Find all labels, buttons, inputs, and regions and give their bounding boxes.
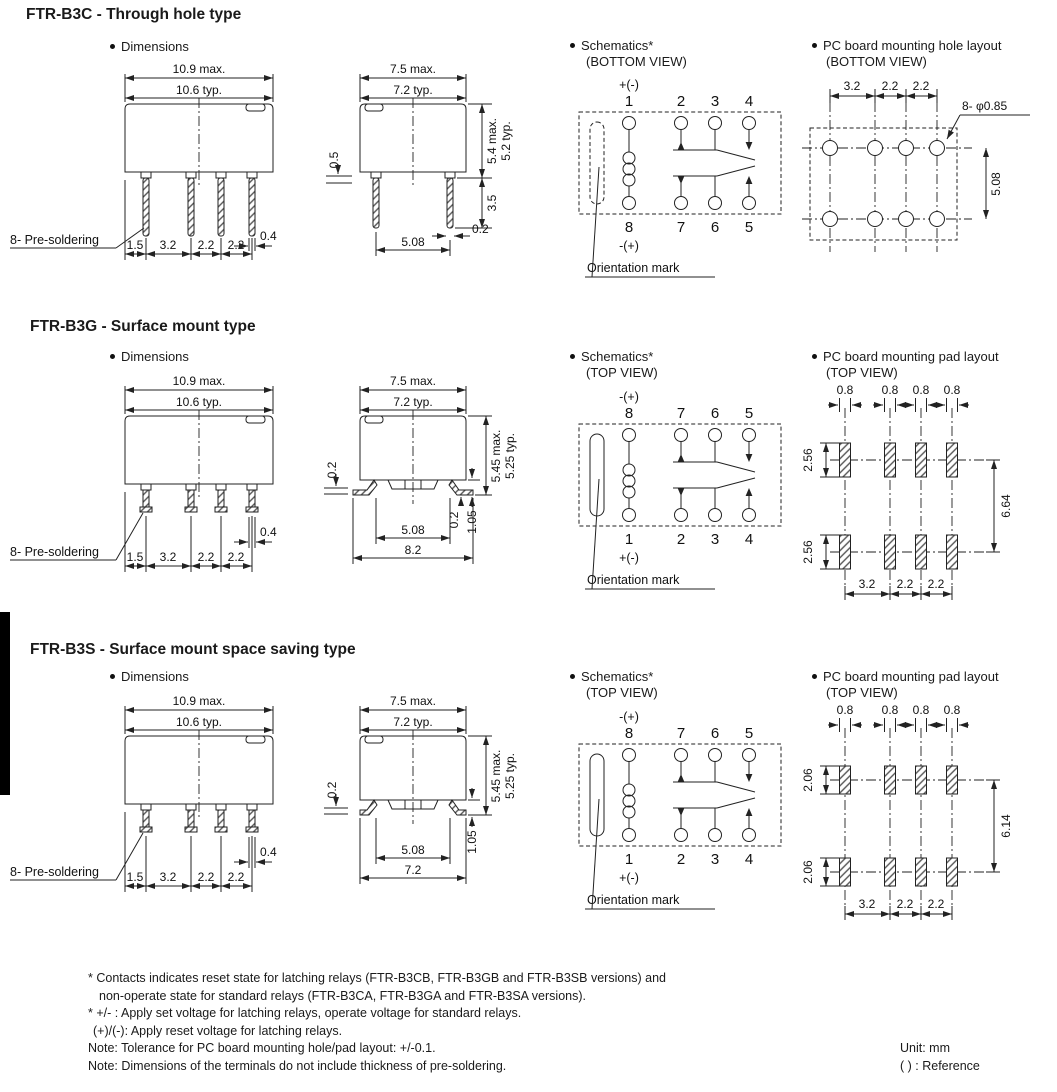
bullet-icon (110, 674, 115, 679)
dim-label: 0.5 (327, 151, 341, 169)
footnote-line: * Contacts indicates reset state for latching relays (FTR-B3CB, FTR-B3GB and FTR-B3SB versions) and (88, 971, 666, 985)
pad-height-dimensions (801, 443, 842, 569)
span-dimensions (360, 818, 466, 884)
schematics-header-b3g (570, 349, 653, 364)
width-dimensions (125, 62, 273, 102)
bullet-icon (570, 674, 575, 679)
contact-symbols (673, 442, 755, 509)
schematics-header-b3s (570, 669, 653, 684)
pin-number: 6 (710, 405, 720, 422)
polarity-top: -(+) (619, 390, 639, 404)
bullet-icon (110, 44, 115, 49)
pin-number: 2 (676, 531, 686, 548)
pin-number: 3 (710, 851, 720, 868)
dim-label: 0.8 (836, 383, 854, 397)
height-dimensions (468, 736, 517, 815)
pad-width-dimensions (828, 703, 969, 732)
dim-label: 7.2 typ. (393, 395, 433, 409)
width-dimensions (125, 694, 273, 734)
bullet-icon (812, 43, 817, 48)
dim-label: 0.8 (912, 383, 930, 397)
coil-symbol (623, 442, 635, 509)
pin-number: 4 (744, 531, 754, 548)
width-dimensions (360, 374, 466, 414)
dim-label: 1.05 (465, 510, 479, 534)
pin-number: 7 (676, 405, 686, 422)
dim-label: 1.5 (126, 870, 144, 884)
dim-label: 10.9 max. (172, 62, 226, 76)
side-view-b3g (318, 372, 518, 587)
dim-label: 2.2 (896, 897, 914, 911)
dim-label: 5.08 (401, 523, 425, 537)
orientation-notch (246, 416, 265, 423)
pad-layout-b3s (800, 702, 1050, 937)
dim-label: 5.45 max. (489, 429, 503, 483)
pin-circles (623, 429, 756, 522)
presolder-label: 8- Pre-soldering (10, 545, 99, 559)
row-span-dimension (986, 780, 1013, 872)
orientation-notch (365, 416, 383, 423)
dim-label: 2.2 (881, 79, 899, 93)
dim-label: 3.2 (843, 79, 861, 93)
bottom-dimensions (845, 897, 952, 920)
pin-number: 8 (624, 405, 634, 422)
orientation-notch (246, 104, 265, 111)
front-view-b3s (8, 692, 308, 897)
side-view-b3s (318, 692, 518, 907)
dim-label: 3.2 (159, 550, 177, 564)
dim-label: 2.2 (227, 550, 245, 564)
mounting-holes (823, 141, 945, 227)
dim-label: 10.6 typ. (175, 715, 223, 729)
dim-label: 0.8 (943, 703, 961, 717)
orientation-label: Orientation mark (587, 893, 680, 907)
pin-number: 1 (624, 93, 634, 110)
presolder-callout (10, 228, 144, 248)
dim-label: 7.2 (404, 863, 422, 877)
dim-label: 1.05 (465, 830, 479, 854)
schematics-label: Schematics* (581, 669, 654, 684)
pads (840, 766, 958, 886)
orientation-notch (365, 736, 383, 743)
dimensions-label: Dimensions (121, 39, 189, 54)
pad-width-dimensions (828, 383, 969, 412)
standoff-dimension (326, 151, 352, 183)
pins (141, 172, 257, 236)
section-title-b3g: FTR-B3G - Surface mount type (30, 318, 256, 335)
dim-label: 10.9 max. (172, 374, 226, 388)
dim-label: 1.5 (126, 550, 144, 564)
pin-number: 1 (624, 851, 634, 868)
pin-number: 2 (676, 93, 686, 110)
schematics-label: Schematics* (581, 349, 654, 364)
dim-label: 0.8 (912, 703, 930, 717)
pin-numbers-top (625, 93, 753, 110)
contact-symbols (673, 762, 755, 829)
dim-label: 6.14 (999, 814, 1013, 838)
dim-label: 7.2 typ. (393, 83, 433, 97)
row-span-dimension (986, 148, 1003, 219)
pin-number: 8 (624, 219, 634, 236)
dim-label: 0.4 (260, 845, 277, 859)
dim-label: 0.2 (325, 461, 339, 479)
coil-symbol (623, 130, 635, 197)
bullet-icon (570, 43, 575, 48)
layout-view-label: (BOTTOM VIEW) (826, 54, 927, 69)
dim-label: 3.2 (159, 238, 177, 252)
legend-notes (900, 1040, 980, 1075)
dim-label: 2.2 (197, 870, 215, 884)
dim-label: 2.2 (197, 550, 215, 564)
side-view-b3c (318, 60, 518, 275)
schematic-b3s (565, 708, 790, 913)
dimensions-header-b3s (110, 669, 189, 684)
dim-label: 2.2 (912, 79, 930, 93)
schematics-label: Schematics* (581, 38, 654, 53)
dim-label: 0.2 (447, 511, 461, 529)
dim-label: 0.8 (881, 383, 899, 397)
dim-label: 5.2 typ. (499, 121, 513, 161)
pads (840, 443, 958, 569)
presolder-label: 8- Pre-soldering (10, 233, 99, 247)
dim-label: 6.64 (999, 494, 1013, 518)
pin-thickness-dimension (432, 222, 489, 236)
dim-label: 2.06 (801, 860, 815, 884)
dim-label: 2.2 (896, 577, 914, 591)
center-lines (830, 728, 986, 916)
dim-label: 2.2 (927, 577, 945, 591)
layout-header-b3g (812, 349, 999, 364)
schematics-view-label: (TOP VIEW) (586, 685, 658, 700)
dim-label: 7.5 max. (389, 62, 437, 76)
pin-number: 5 (744, 219, 754, 236)
footnote-line: non-operate state for standard relays (FTR-B3CA, FTR-B3GA and FTR-B3SA versions). (99, 988, 586, 1003)
polarity-top: -(+) (619, 710, 639, 724)
pin-number: 1 (624, 531, 634, 548)
presolder-callout (10, 833, 143, 880)
presolder-label: 8- Pre-soldering (10, 865, 99, 879)
height-dimensions (468, 416, 517, 495)
pin-number: 3 (710, 531, 720, 548)
width-dimensions (360, 62, 466, 102)
dim-label: 0.4 (260, 229, 277, 243)
pin-number: 3 (710, 93, 720, 110)
dim-label: 3.2 (159, 870, 177, 884)
layout-view-label: (TOP VIEW) (826, 685, 898, 700)
polarity-bottom: +(-) (619, 551, 639, 565)
center-lines (830, 408, 986, 596)
footnote-line: Note: Dimensions of the terminals do not include thickness of pre-soldering. (88, 1058, 507, 1073)
presolder-callout (10, 513, 143, 560)
dim-label: 3.2 (858, 897, 876, 911)
pin-numbers-top (625, 405, 753, 422)
dim-label: 5.08 (989, 172, 1003, 196)
dim-label: 7.5 max. (389, 694, 437, 708)
dim-label: 5.45 max. (489, 749, 503, 803)
pad-height-dimensions (801, 766, 842, 886)
orientation-notch (365, 104, 383, 111)
dim-label: 7.2 typ. (393, 715, 433, 729)
section-title-b3s: FTR-B3S - Surface mount space saving type (30, 641, 356, 658)
pin-numbers-bottom (625, 531, 753, 548)
pad-layout-b3g (800, 382, 1050, 617)
orientation-notch (246, 736, 265, 743)
bullet-icon (812, 674, 817, 679)
dim-label: 2.56 (801, 448, 815, 472)
bullet-icon (110, 354, 115, 359)
orientation-label: Orientation mark (587, 573, 680, 587)
pin-number: 6 (710, 219, 720, 236)
schematics-view-label: (TOP VIEW) (586, 365, 658, 380)
pins (371, 172, 455, 228)
dim-label: 0.2 (472, 222, 489, 236)
span-dimensions (353, 498, 473, 564)
pin-width-dimension (234, 517, 277, 548)
width-dimensions (125, 374, 273, 414)
row-span-dimension (986, 460, 1013, 552)
polarity-bottom: -(+) (619, 239, 639, 253)
section-title-b3c: FTR-B3C - Through hole type (26, 6, 242, 23)
unit-note: Unit: mm (900, 1041, 950, 1055)
orientation-callout (585, 167, 715, 277)
pin-number: 4 (744, 93, 754, 110)
pin-number: 7 (676, 725, 686, 742)
footnote-line: (+)/(-): Apply reset voltage for latching relays. (93, 1023, 343, 1038)
dim-label: 5.08 (401, 843, 425, 857)
contact-symbols (673, 130, 755, 197)
lead-thickness-dimension (324, 781, 348, 814)
dim-label: 1.5 (126, 238, 144, 252)
dim-label: 10.9 max. (172, 694, 226, 708)
foot-dimensions (465, 788, 480, 854)
dim-label: 0.2 (325, 781, 339, 799)
dimensions-label: Dimensions (121, 669, 189, 684)
footnote-line: * +/- : Apply set voltage for latching relays, operate voltage for standard relays. (88, 1006, 522, 1020)
relay-body (360, 410, 466, 504)
dim-label: 2.2 (197, 238, 215, 252)
layout-header-b3c (812, 38, 1002, 53)
layout-label: PC board mounting pad layout (823, 669, 999, 684)
dim-label: 3.5 (485, 194, 499, 212)
schematic-b3c (565, 76, 790, 281)
polarity-top: +(-) (619, 78, 639, 92)
pin-circles (623, 749, 756, 842)
pin-circles (623, 117, 756, 210)
schematic-b3g (565, 388, 790, 593)
polarity-bottom: +(-) (619, 871, 639, 885)
layout-label: PC board mounting hole layout (823, 38, 1002, 53)
dim-label: 5.25 typ. (503, 752, 517, 800)
orientation-label: Orientation mark (587, 261, 680, 275)
schematics-view-label: (BOTTOM VIEW) (586, 54, 687, 69)
dim-label: 7.5 max. (389, 374, 437, 388)
dim-label: 5.08 (401, 235, 425, 249)
dim-label: 2.2 (227, 238, 245, 252)
lead-thickness-dimension (324, 461, 348, 494)
dim-label: 5.25 typ. (503, 432, 517, 480)
schematics-header-b3c (570, 38, 653, 53)
bullet-icon (812, 354, 817, 359)
dim-label: 2.2 (927, 897, 945, 911)
hole-size-callout (947, 99, 1030, 139)
pin-number: 7 (676, 219, 686, 236)
footnotes (88, 970, 666, 1075)
pin-number: 5 (744, 725, 754, 742)
dimensions-label: Dimensions (121, 349, 189, 364)
dim-label: 0.8 (881, 703, 899, 717)
center-lines (802, 102, 972, 252)
pin-numbers-bottom (625, 851, 753, 868)
dim-label: 10.6 typ. (175, 83, 223, 97)
pin-numbers-top (625, 725, 753, 742)
dimensions-header-b3c (110, 39, 189, 54)
pin-number: 5 (744, 405, 754, 422)
pin-number: 8 (624, 725, 634, 742)
pin-number: 2 (676, 851, 686, 868)
pin-number: 4 (744, 851, 754, 868)
dim-label: 3.2 (858, 577, 876, 591)
pin-width-dimension (234, 837, 277, 868)
bottom-dimensions (845, 577, 952, 600)
pin-number: 6 (710, 725, 720, 742)
reference-note: ( ) : Reference (900, 1058, 980, 1073)
pin-numbers-bottom (625, 219, 753, 236)
footnote-line: Note: Tolerance for PC board mounting hole/pad layout: +/-0.1. (88, 1041, 436, 1055)
layout-header-b3s (812, 669, 999, 684)
coil-symbol (623, 762, 635, 829)
dim-label: 8.2 (404, 543, 422, 557)
width-dimensions (360, 694, 466, 734)
layout-label: PC board mounting pad layout (823, 349, 999, 364)
relay-body (360, 730, 466, 824)
front-view-b3g (8, 372, 308, 577)
dim-label: 10.6 typ. (175, 395, 223, 409)
dim-label: 5.4 max. (485, 117, 499, 165)
layout-view-label: (TOP VIEW) (826, 365, 898, 380)
bullet-icon (570, 354, 575, 359)
dim-label: 0.8 (836, 703, 854, 717)
top-dimensions (830, 79, 937, 103)
hole-layout-b3c (800, 76, 1035, 261)
front-view-b3c (8, 60, 308, 265)
dim-label: 2.56 (801, 540, 815, 564)
dim-label: 2.06 (801, 768, 815, 792)
hole-size-label: 8- φ0.85 (962, 99, 1008, 113)
dim-label: 0.8 (943, 383, 961, 397)
dim-label: 2.2 (227, 870, 245, 884)
dimensions-header-b3g (110, 349, 189, 364)
dim-label: 0.4 (260, 525, 277, 539)
